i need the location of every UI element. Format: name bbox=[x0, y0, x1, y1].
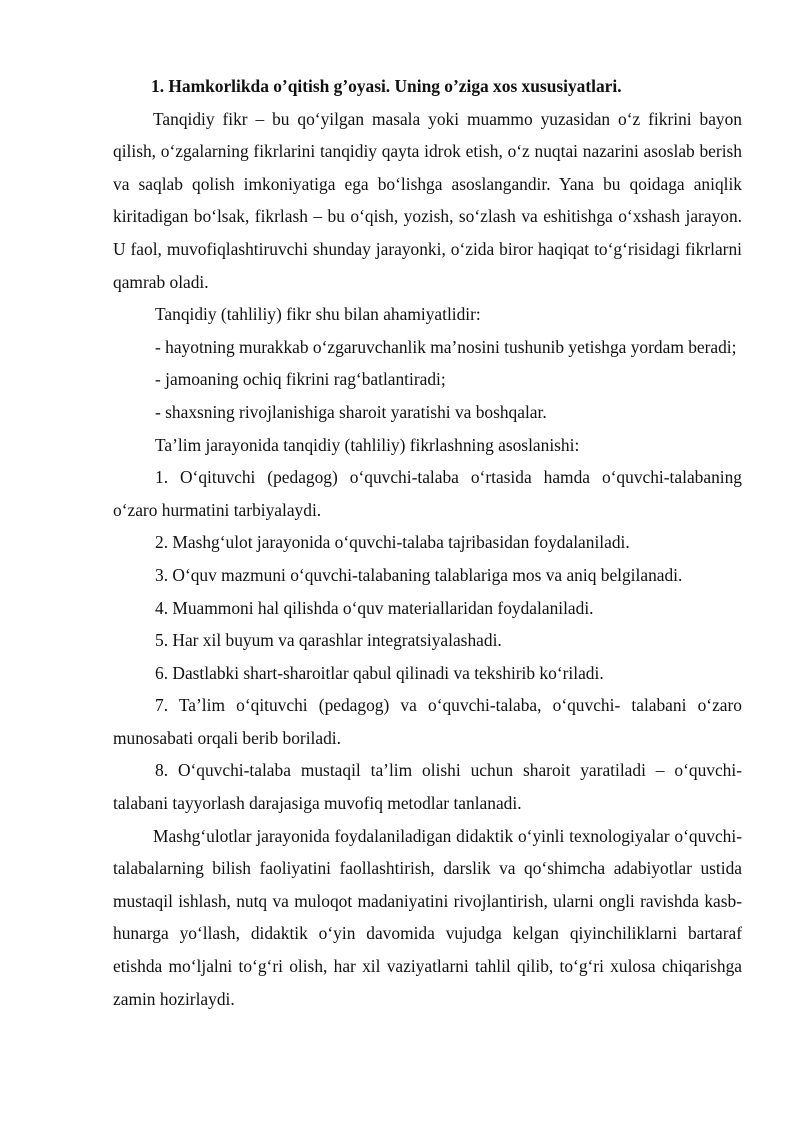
importance-item: - shaxsning rivojlanishiga sharoit yaratishi va boshqalar. bbox=[155, 401, 547, 422]
basis-item: 3. O‘quv mazmuni o‘quvchi-talabaning talablariga mos va aniq belgilanadi. bbox=[155, 564, 683, 585]
importance-item: - hayotning murakkab o‘zgaruvchanlik ma’nosini tushunib yetishga yordam beradi; bbox=[155, 336, 737, 357]
importance-item: - jamoaning ochiq fikrini rag‘batlantiradi; bbox=[155, 369, 446, 390]
importance-intro: Tanqidiy (tahliliy) fikr shu bilan ahamiyatlidir: bbox=[155, 304, 481, 325]
basis-item: 7. Ta’lim o‘qituvchi (pedagog) va o‘quvchi-talaba, o‘quvchi- talabani o‘zaro munosabati orqali berib boriladi. bbox=[113, 695, 742, 748]
basis-intro: Ta’lim jarayonida tanqidiy (tahliliy) fikrlashning asoslanishi: bbox=[155, 434, 580, 455]
basis-item: 5. Har xil buyum va qarashlar integratsiyalashadi. bbox=[155, 630, 502, 651]
section-heading: 1. Hamkorlikda o’qitish g’oyasi. Uning o’ziga xos xususiyatlari. bbox=[151, 76, 622, 96]
basis-item: 2. Mashg‘ulot jarayonida o‘quvchi-talaba tajribasidan foydalaniladi. bbox=[155, 532, 630, 553]
document-page bbox=[113, 70, 742, 1015]
closing-paragraph: Mashg‘ulotlar jarayonida foydalaniladigan didaktik o‘yinli texnologiyalar o‘quvchi-talabalarning bilish faoliyatini faollashtirish, darslik va qo‘shimcha adabiyotlar ustida mustaqil ishlash, nutq va muloqot madaniyatini rivojlantirish, ularni ongli ravishda kasb-hunarga yo‘llash, didaktik o‘yin davomida vujudga kelgan qiyinchiliklarni bartaraf etishda mo‘ljalni to‘g‘ri olish, har xil vaziyatlarni tahlil qilib, to‘g‘ri xulosa chiqarishga zamin hozirlaydi. bbox=[113, 825, 742, 1009]
intro-paragraph: Tanqidiy fikr – bu qo‘yilgan masala yoki muammo yuzasidan o‘z fikrini bayon qilish, o‘zgalarning fikrlarini tanqidiy qayta idrok etish, o‘z nuqtai nazarini asoslab berish va saqlab qolish imkoniyatiga ega bo‘lishga asoslangandir. Yana bu qoidaga aniqlik kiritadigan bo‘lsak, fikrlash – bu o‘qish, yozish, so‘zlash va eshitishga o‘xshash jarayon. U faol, muvofiqlashtiruvchi shunday jarayonki, o‘zida biror haqiqat to‘g‘risidagi fikrlarni qamrab oladi. bbox=[113, 108, 742, 292]
basis-item: 6. Dastlabki shart-sharoitlar qabul qilinadi va tekshirib ko‘riladi. bbox=[155, 662, 604, 683]
basis-item: 4. Muammoni hal qilishda o‘quv materiallaridan foydalaniladi. bbox=[155, 597, 594, 618]
basis-item: 1. O‘qituvchi (pedagog) o‘quvchi-talaba o‘rtasida hamda o‘quvchi-talabaning o‘zaro hurmatini tarbiyalaydi. bbox=[113, 467, 742, 520]
basis-item: 8. O‘quvchi-talaba mustaqil ta’lim olishi uchun sharoit yaratiladi – o‘quvchi-talabani tayyorlash darajasiga muvofiq metodlar tanlanadi. bbox=[113, 760, 742, 814]
